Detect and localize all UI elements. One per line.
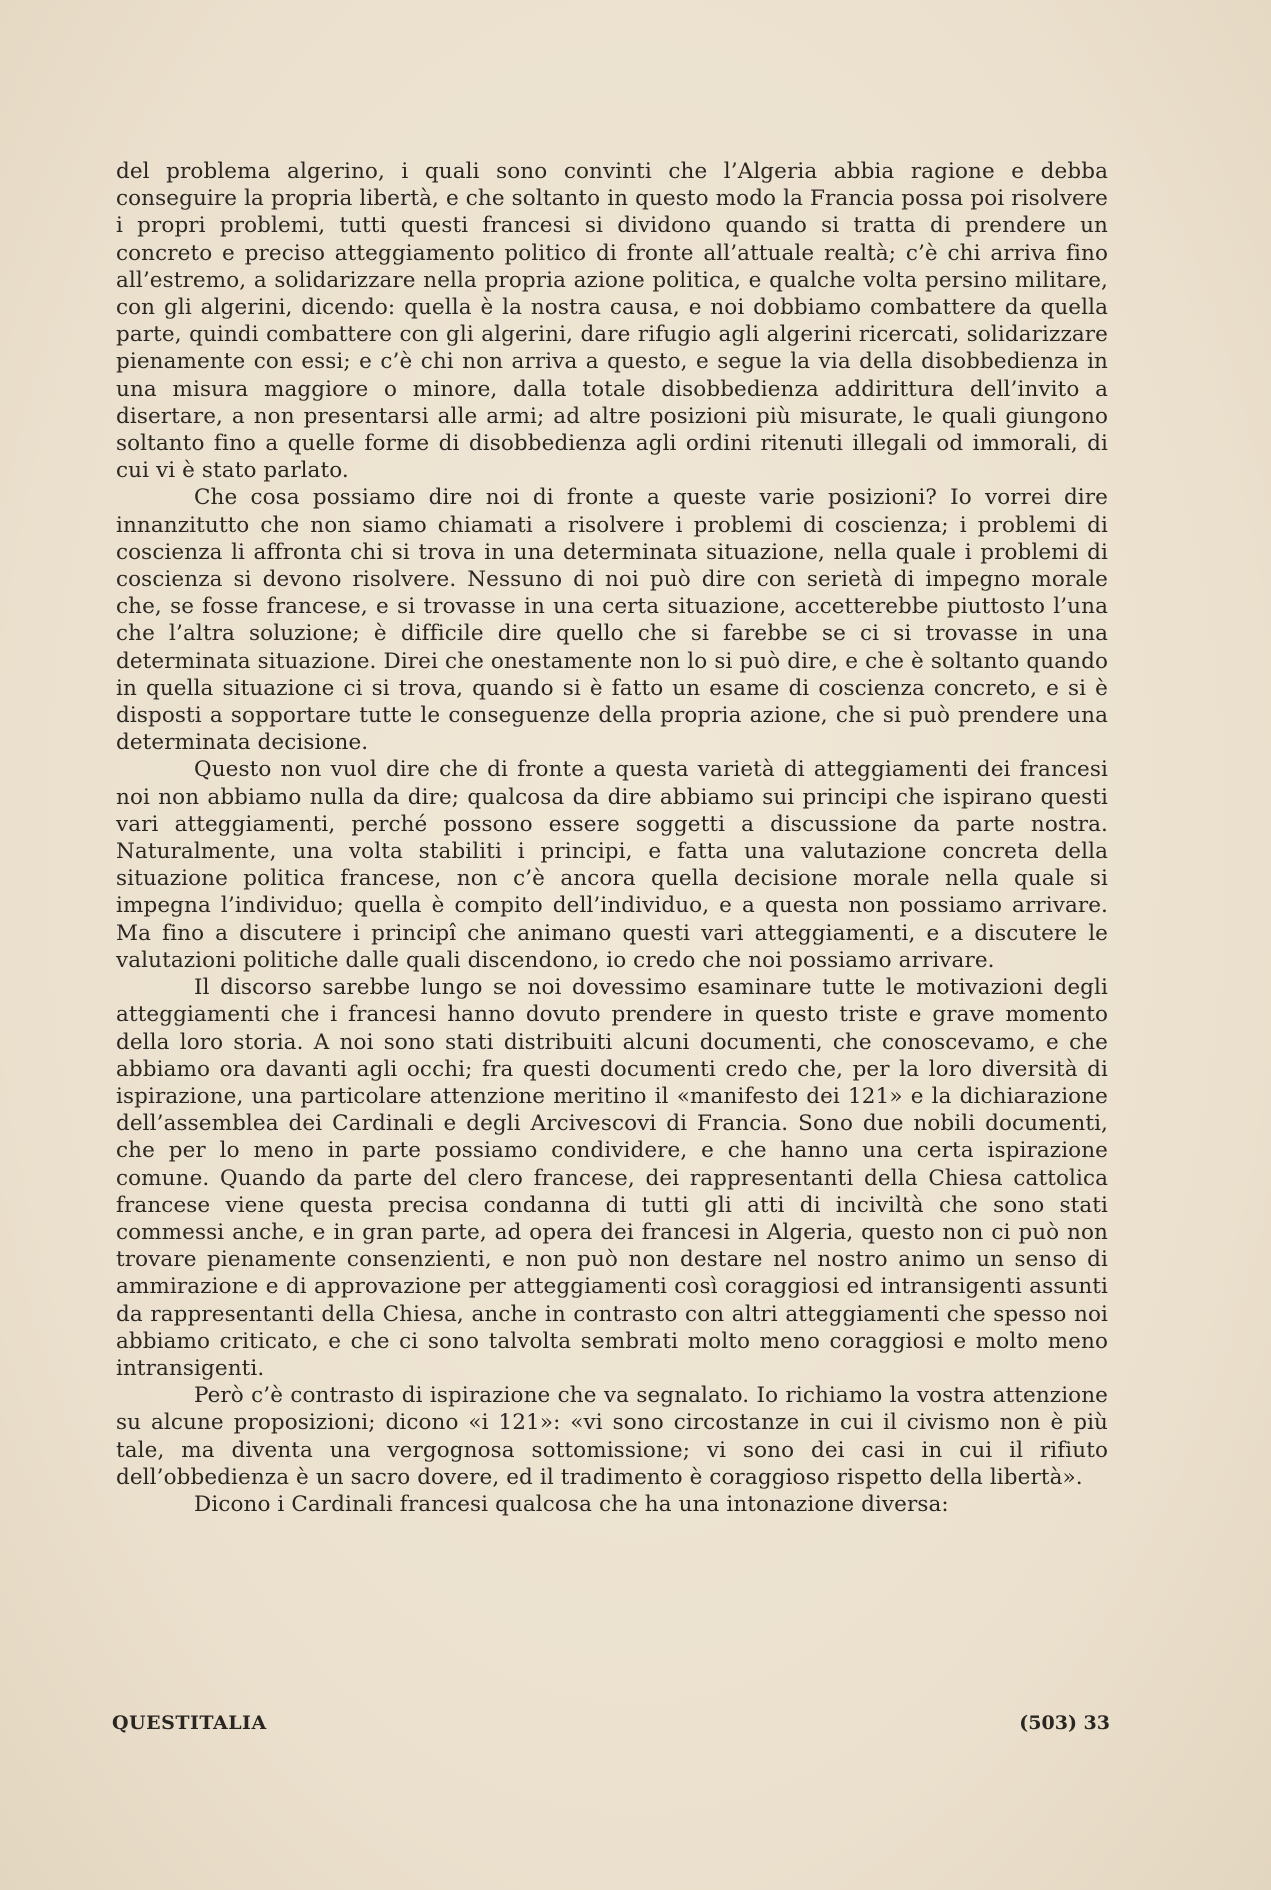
paragraph-5: Però c’è contrasto di ispirazione che va segnalato. Io richiamo la vostra attenzione su alcune proposizioni; dicono «i 121»: «vi sono circostanze in cui il civismo non è più tale, ma diventa una vergognosa sottomissione; vi sono dei casi in cui il rifiuto dell’obbedienza è un sacro dovere, ed il tradimento è coraggioso rispetto della libertà».	[116, 1383, 1108, 1490]
paragraph-2: Che cosa possiamo dire noi di fronte a queste varie posizioni? Io vorrei dire innanzitutto che non siamo chiamati a risolvere i problemi di coscienza; i problemi di coscienza li affronta chi si trova in una determinata situazione, nella quale i problemi di coscienza si devono risolvere. Nessuno di noi può dire con serietà di impegno morale che, se fosse francese, e si trovasse in una certa situazione, accetterebbe piuttosto l’una che l’altra soluzione; è difficile dire quello che si farebbe se ci si trovasse in una determinata situazione. Direi che onestamente non lo si può dire, e che è soltanto quando in quella situazione ci si trova, quando si è fatto un esame di coscienza concreto, e si è disposti a sopportare tutte le conseguenze della propria azione, che si può prendere una determinata decisione.	[116, 485, 1108, 756]
paragraph-3: Questo non vuol dire che di fronte a questa varietà di atteggiamenti dei francesi noi non abbiamo nulla da dire; qualcosa da dire abbiamo sui principi che ispirano questi vari atteggiamenti, perché possono essere soggetti a discussione da parte nostra. Naturalmente, una volta stabiliti i principi, e fatta una valutazione concreta della situazione politica francese, non c’è ancora quella decisione morale nella quale si impegna l’individuo; quella è compito dell’individuo, e a questa non possiamo arrivare. Ma fino a discutere i principî che animano questi vari atteggiamenti, e a discutere le valutazioni politiche dalle quali discendono, io credo che noi possiamo arrivare.	[116, 757, 1108, 973]
paragraph-1: del problema algerino, i quali sono convinti che l’Algeria abbia ragione e debba conseguire la propria libertà, e che soltanto in questo modo la Francia possa poi risolvere i propri problemi, tutti questi francesi si dividono quando si tratta di prendere un concreto e preciso atteggiamento politico di fronte all’attuale realtà; c’è chi arriva fino all’estremo, a solidarizzare nella propria azione politica, e qualche volta persino militare, con gli algerini, dicendo: quella è la nostra causa, e noi dobbiamo combattere da quella parte, quindi combattere con gli algerini, dare rifugio agli algerini ricercati, solidarizzare pienamente con essi; e c’è chi non arriva a questo, e segue la via della disobbedienza in una misura maggiore o minore, dalla totale disobbedienza addirittura dell’invito a disertare, a non presentarsi alle armi; ad altre posizioni più misurate, le quali giungono soltanto fino a quelle forme di disobbedienza agli ordini ritenuti illegali od immorali, di cui vi è stato parlato.	[116, 159, 1108, 484]
page-number: (503) 33	[1019, 1712, 1110, 1734]
paragraph-6: Dicono i Cardinali francesi qualcosa che ha una intonazione diversa:	[194, 1491, 949, 1517]
publication-name: QUESTITALIA	[112, 1712, 267, 1734]
article-body	[116, 158, 1108, 1518]
paragraph-4: Il discorso sarebbe lungo se noi dovessimo esaminare tutte le motivazioni degli atteggiamenti che i francesi hanno dovuto prendere in questo triste e grave momento della loro storia. A noi sono stati distribuiti alcuni documenti, che conoscevamo, e che abbiamo ora davanti agli occhi; fra questi documenti credo che, per la loro diversità di ispirazione, una particolare attenzione meritino il «manifesto dei 121» e la dichiarazione dell’assemblea dei Cardinali e degli Arcivescovi di Francia. Sono due nobili documenti, che per lo meno in parte possiamo condividere, e che hanno una certa ispirazione comune. Quando da parte del clero francese, dei rappresentanti della Chiesa cattolica francese viene questa precisa condanna di tutti gli atti di inciviltà che sono stati commessi anche, e in gran parte, ad opera dei francesi in Algeria, questo non ci può non trovare pienamente consenzienti, e non può non destare nel nostro animo un senso di ammirazione e di approvazione per atteggiamenti così coraggiosi ed intransigenti assunti da rappresentanti della Chiesa, anche in contrasto con altri atteggiamenti che spesso noi abbiamo criticato, e che ci sono talvolta sembrati molto meno coraggiosi e molto meno intransigenti.	[116, 975, 1108, 1381]
